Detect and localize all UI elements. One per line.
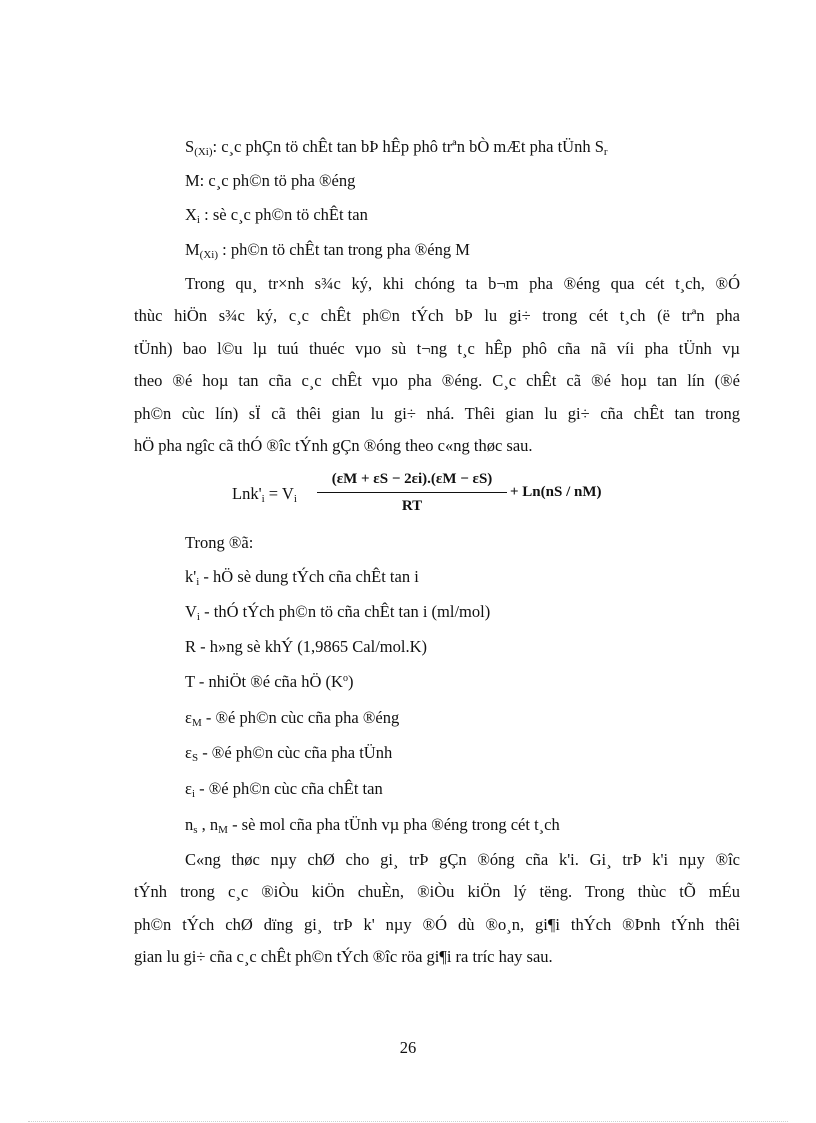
paragraph-line: Trong qu¸ tr×nh s¾c ký, khi chóng ta b¬m pha ®éng qua cét t¸ch, ®Ó [185,274,740,293]
fraction-bar [317,492,507,493]
paragraph-line: ph©n cùc lín) sÏ cã thêi gian lu gi÷ nhá. Thêi gian lu gi÷ cña chÊt tan trong [134,403,740,423]
definition-s-xi: $S_{(Xi)}$: c¸c phÇn tö chÊt tan bÞ hÊp phô trªn bÒ mÆt pha tÜnh $S_r$ [185,137,608,158]
formula-rhs: + Ln(nS / nM) [510,484,602,500]
definition-m: M: c¸c ph©n tö pha ®éng [185,171,356,190]
definition-m-xi: $M_{(Xi)}$ : ph©n tö chÊt tan trong pha ®éng M [185,240,470,261]
paragraph-line: thùc hiÖn s¾c ký, c¸c chÊt ph©n tÝch bÞ lu gi÷ trong cét t¸ch (ë trªn pha [134,306,740,326]
trong-do-label: Trong ®ã: [185,533,254,552]
paragraph-retention [134,274,740,468]
paragraph-line: gian lu gi÷ cña c¸c chÊt ph©n tÝch ®îc röa gi¶i ra tríc hay sau. [134,947,553,967]
paragraph-line: ph©n tÝch chØ dïng gi¸ trÞ k' nµy ®Ó dù ®o¸n, gi¶i thÝch ®Þnh tÝnh thêi [134,914,740,934]
definition-k: $k'_i$ - hÖ sè dung tÝch cña chÊt tan i [185,567,419,588]
definition-epsilon-m: $\varepsilon_M$ - ®é ph©n cùc cña pha ®éng [185,708,400,729]
definition-ns-nm: $n_s$ , $n_M$ - sè mol cña pha tÜnh vµ pha ®éng trong cét t¸ch [185,815,560,836]
definition-v: $V_i$ - thÓ tÝch ph©n tö cña chÊt tan i (ml/mol) [185,602,491,623]
paragraph-line: tÝnh trong c¸c ®iÒu kiÖn chuÈn, ®iÒu kiÖn lý tëng. Trong thùc tÕ mÉu [134,882,740,902]
page-number: 26 [399,1038,417,1057]
paragraph-line: C«ng thøc nµy chØ cho gi¸ trÞ gÇn ®óng cña k'i. Gi¸ trÞ k'i nµy ®îc [185,850,740,869]
paragraph-formula-note [134,850,740,980]
formula-fraction [317,468,507,517]
page-bottom-divider [28,1121,788,1122]
definition-epsilon-s: $\varepsilon_S$ - ®é ph©n cùc cña pha tÜnh [185,743,393,764]
formula-denominator: RT [401,498,423,514]
paragraph-line: hÖ pha ngîc cã thÓ ®îc tÝnh gÇn ®óng theo c«ng thøc sau. [134,435,533,455]
paragraph-line: theo ®é hoµ tan cña c¸c chÊt vµo pha ®éng. C¸c chÊt cã ®é hoµ tan lín (®é [134,371,740,391]
definition-r: R - h»ng sè khÝ (1,9865 Cal/mol.K) [185,637,427,656]
paragraph-line: tÜnh) bao l©u lµ tuú thuéc vµo sù t¬ng t¸c hÊp phô cña nã víi pha tÜnh vµ [134,338,740,358]
definition-xi: $X_i$ : sè c¸c ph©n tö chÊt tan [185,205,368,226]
definition-epsilon-i: $\varepsilon_i$ - ®é ph©n cùc cña chÊt tan [185,779,383,800]
retention-formula [232,468,652,520]
formula-lhs: $Lnk'_i = V_i$ [232,484,297,505]
definition-t: T - nhiÖt ®é cña hÖ $(K^o)$ [185,672,354,691]
formula-numerator: (εM + εS − 2εi).(εM − εS) [331,471,493,487]
